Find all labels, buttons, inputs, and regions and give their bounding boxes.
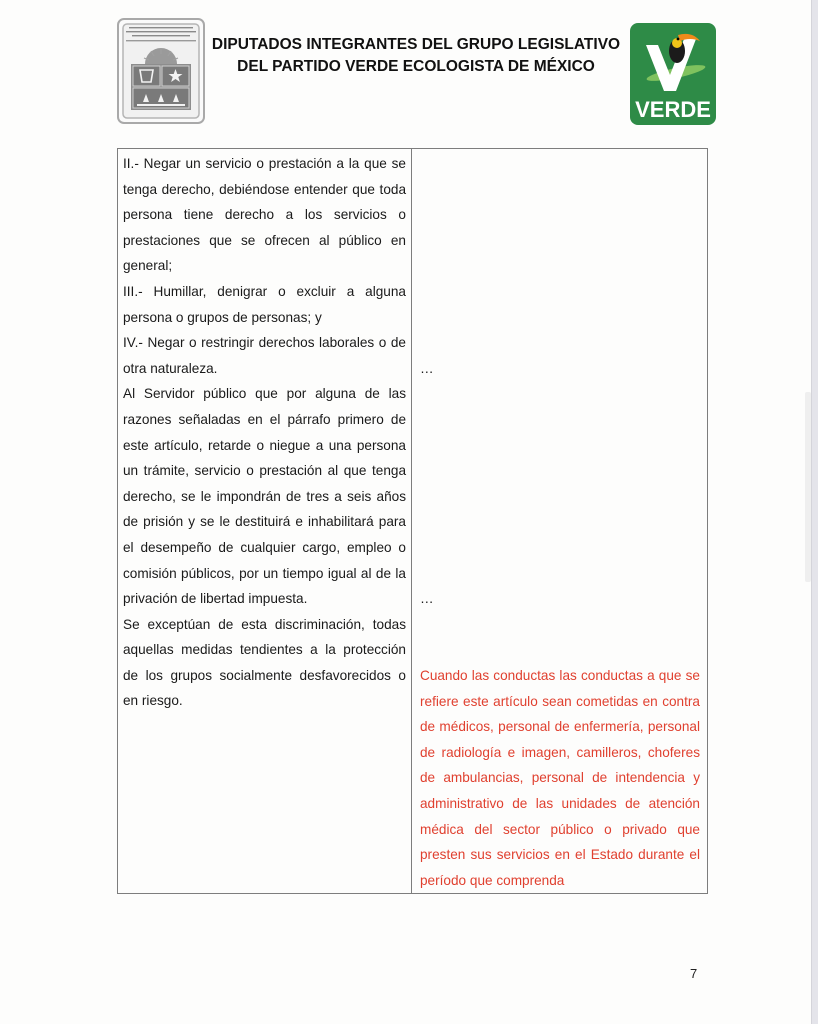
paragraph-public-servant: Al Servidor público que por alguna de las razones señaladas en el párrafo primero de este artículo, retarde o niegue a una persona un trámite, servicio o prestación al que tenga derecho, se le impondrán de tres a seis años de prisión y se le destituirá e inhabilitará para el desempeño de cualquier cargo, empleo o comisión públicos, por un tiempo igual al de la privación de libertad impuesta. (123, 386, 406, 607)
header-title-line-1: DIPUTADOS INTEGRANTES DEL GRUPO LEGISLATIVO (211, 36, 621, 53)
header-title-line-2: DEL PARTIDO VERDE ECOLOGISTA DE MÉXICO (237, 58, 595, 75)
current-law-text (118, 149, 411, 714)
proposed-law-text (412, 149, 707, 893)
page-number: 7 (690, 966, 698, 981)
table-row (118, 149, 708, 894)
blank-space (420, 381, 700, 586)
blank-space (420, 151, 700, 356)
scrollbar-thumb[interactable] (805, 392, 811, 582)
document-header-title (205, 34, 627, 78)
paragraph-exceptions: Se exceptúan de esta discriminación, todas aquellas medidas tendientes a la protección de los grupos socialmente desfavorecidos o en riesgo. (123, 616, 406, 709)
fraction-iv: IV.- Negar o restringir derechos laborales o de otra naturaleza. (123, 335, 406, 376)
ellipsis-2: … (420, 591, 434, 607)
law-comparison-table (117, 148, 708, 894)
left-column-cell (118, 149, 412, 894)
verde-logo-text: VERDE (635, 97, 711, 122)
blank-space (420, 612, 700, 663)
partido-verde-toucan-logo-icon (630, 23, 716, 125)
right-column-cell (412, 149, 708, 894)
viewer-right-edge (811, 0, 818, 1024)
fraction-ii: II.- Negar un servicio o prestación a la que se tenga derecho, debiéndose entender que toda persona tiene derecho a los servicios o prestaciones que se ofrecen al público en general; (123, 156, 406, 274)
proposed-addition-text: Cuando las conductas las conductas a que se refiere este artículo sean cometidas en contra de médicos, personal de enfermería, personal de radiología e imagen, camilleros, choferes de ambulancias, personal de intendencia y administrativo de las unidades de atención médica del sector público o privado que presten sus servicios en el Estado durante el período que comprenda (420, 667, 700, 888)
fraction-iii: III.- Humillar, denigrar o excluir a alguna persona o grupos de personas; y (123, 283, 406, 325)
state-congress-seal-icon (117, 18, 205, 124)
ellipsis-1: … (420, 360, 434, 376)
